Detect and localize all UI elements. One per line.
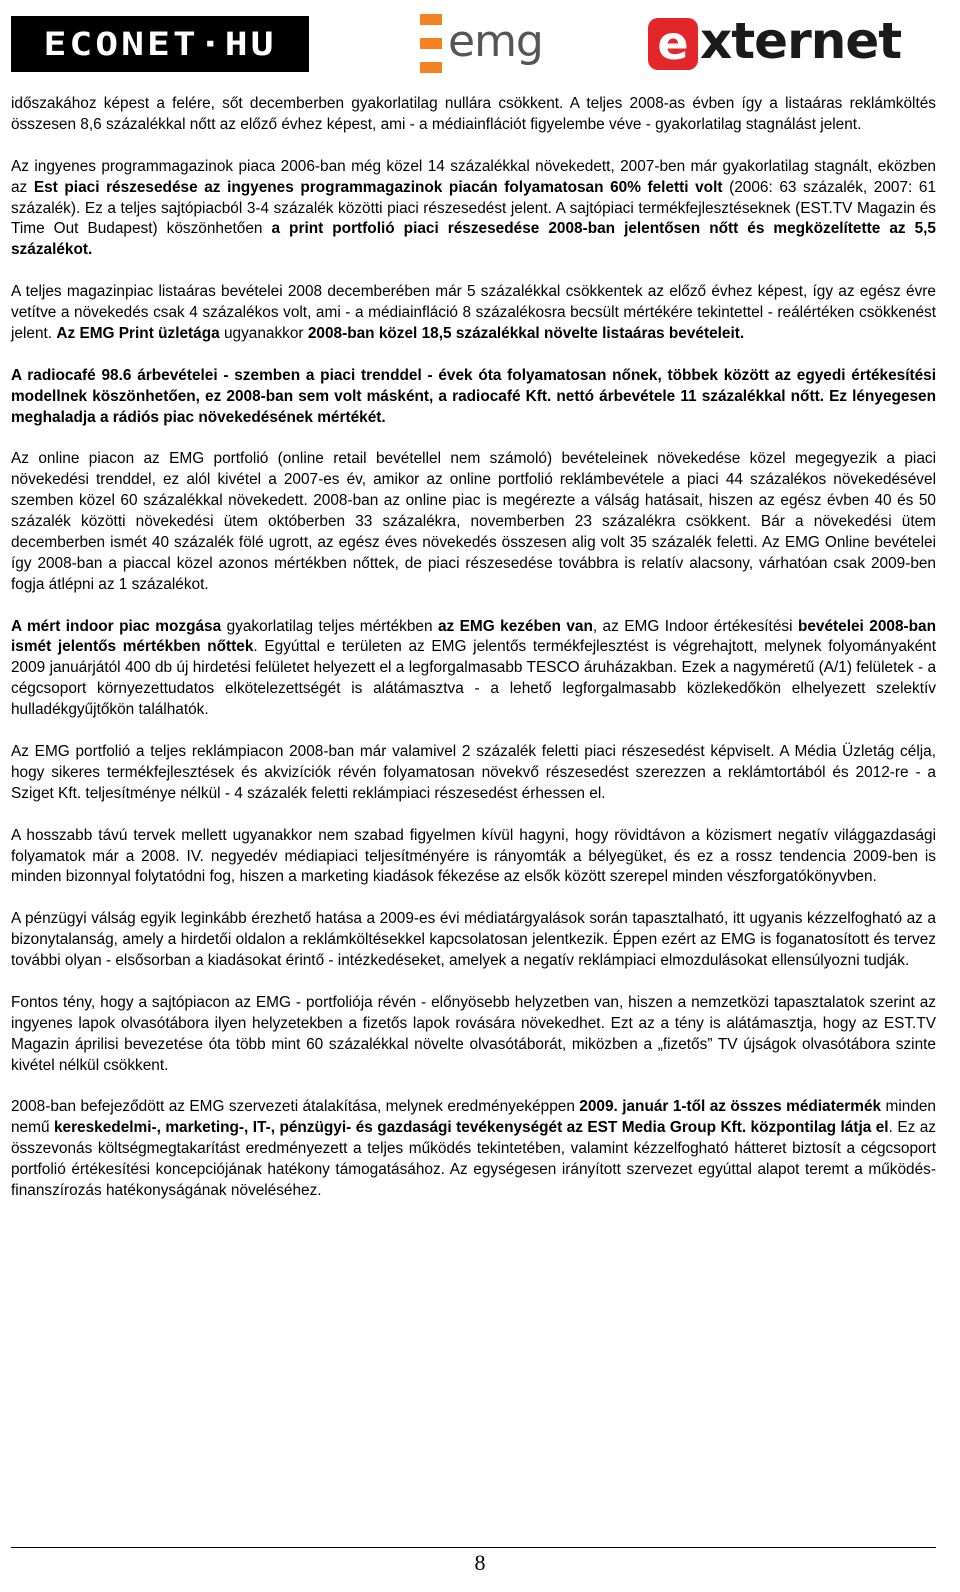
text-run: Az ingyenes programmagazinok piaca 2006-ban még közel 14 százalékkal növekedett, 2007-ben már gyakorlatilag stagnált, eközben az [11,157,936,196]
text-run: A pénzügyi válság egyik leginkább érezhető hatása a 2009-es évi médiatárgyalások során tapasztalható, itt ugyanis kézzelfogható az a bizonytalanság, amely a hirdetői oldalon a reklámköltésekkel kapcsolatosan jelentkezik. Éppen ezért az EMG is foganatosított és tervez további olyan - elsősorban a kiadásokat érintő - intézkedéseket, amelyek a negatív reklámpiaci elmozdulásokat ellensúlyozni tudják. [11,910,936,970]
text-run: időszakához képest a felére, sőt decemberben gyakorlatilag nullára csökkent. A teljes 2008-as évben így a listaáras reklámköltés összesen 8,6 százalékkal nőtt az előző évhez képest, ami - a médiainflációt figyelembe véve - gyakorlatilag stagnálást jelent. [11,95,936,133]
bold-text: Az EMG Print üzletága [56,324,220,342]
text-run: , az EMG Indoor értékesítési [592,617,798,635]
paragraph [11,993,936,1077]
bold-text: Est piaci részesedése az ingyenes programmagazinok piacán folyamatosan 60% feletti volt [33,178,723,196]
page-header [0,0,960,92]
econet-logo-text: ECONET·HU [43,25,277,63]
paragraph [11,366,936,429]
text-run: . Egyúttal e területen az EMG jelentős termékfejlesztést is végrehajtott, melynek folyományaként 2009 januárjától 400 db új hirdetési felületet helyezett el a legforgalmasabb TESCO áruházakban. Ezek a nagyméretű (A/1) felületek - a cégcsoport környezettudatos elkötelezettségét is alátámasztva - a lehető legforgalmasabb közlekedőkön elhelyezett szelektív hulladékgyűjtőkön találhatók. [11,638,936,719]
paragraph [11,94,936,136]
text-run: 2008-ban befejeződött az EMG szervezeti átalakítása, melynek eredményeképpen [11,1098,580,1116]
bold-text: 2009. január 1-től az összes médiatermék [579,1098,882,1116]
paragraph [11,157,936,262]
text-run: Az EMG portfolió a teljes reklámpiacon 2008-ban már valamivel 2 százalék feletti piaci részesedést képviselt. A Média Üzletág célja, hogy sikeres termékfejlesztések és akvizíciók révén folyamatosan növekvő részesedést szerezzen a reklámtortából és 2012-re - a Sziget Kft. teljesítménye nélkül - 4 százalék feletti reklámpiaci részesedést érhessen el. [11,743,936,802]
emg-logo-bars-icon [420,14,442,74]
paragraph [11,909,936,972]
bold-text: kereskedelmi-, marketing-, IT-, pénzügyi- és gazdasági tevékenységét az EST Media Group Kft. központilag látja el [53,1119,889,1137]
bold-text: a print portfolió piaci részesedése 2008-ban jelentősen nőtt és megközelítette az 5,5 százalékot. [11,220,936,259]
emg-logo [420,12,580,76]
text-run: . Ez az összevonás költségmegtakarítást eredményezett a teljes működés tekintetében, valamint kézzelfogható hátteret biztosít a cégcsoport portfolió értékesítési koncepciójának hatékony támogatásához. Az egységesen irányított szervezet egyúttal alapot teremt a működés-finanszírozás hatékonyságának növeléséhez. [11,1119,936,1199]
document-body [11,94,936,1223]
bold-text: az EMG kezében van [437,617,593,635]
paragraph [11,742,936,805]
externet-logo [648,14,938,74]
paragraph [11,826,936,889]
emg-logo-text: emg [448,16,543,67]
bold-text: 2008-ban közel 18,5 százalékkal növelte listaáras bevételeit. [307,324,745,342]
text-run: minden nemű [11,1098,936,1137]
text-run: ugyanakkor [219,324,308,342]
paragraph [11,1097,936,1202]
text-run: gyakorlatilag teljes mértékben [221,617,438,635]
econet-logo [11,16,309,72]
externet-logo-text: xternet [700,12,902,70]
bold-text: A mért indoor piac mozgása [11,617,222,635]
paragraph [11,617,936,722]
bold-text: bevételei 2008-ban ismét jelentős mértékben nőttek [11,617,936,656]
text-run: (2006: 63 százalék, 2007: 61 százalék). Ez a teljes sajtópiacból 3-4 százalék közötti piaci részesedést jelent. A sajtópiaci termékfejlesztéseknek (EST.TV Magazin és Time Out Budapest) köszönhetően [11,178,937,238]
externet-logo-e: e [648,18,698,70]
paragraph [11,449,936,595]
page-number: 8 [474,1550,486,1575]
text-run: Az online piacon az EMG portfolió (online retail bevétellel nem számoló) bevételeinek növekedése közel megegyezik a piaci növekedési trenddel, ez alól kivétel a 2007-es év, amikor az online portfolió reklámbevétele a piaci 44 százalékos növekedésével szemben közel 60 százalékkal növekedett. 2008-ban az online piac is megérezte a válság hatásait, hiszen az egész évben 40 és 50 százalék közötti növekedési ütem októberben 33 százalékra, novemberben 23 százalékra csökkent. Bár a növekedési ütem decemberben ismét 40 százalék fölé ugrott, az egész éves növekedés összesen alig volt 35 százalék feletti. Az EMG Online bevételei így 2008-ban a piaccal közel azonos mértékben nőttek, de piaci részesedése továbbra is relatív alacsony, várhatóan csak 2009-ben fogja átlépni az 1 százalékot. [11,450,936,593]
text-run: Fontos tény, hogy a sajtópiacon az EMG - portfoliója révén - előnyösebb helyzetben van, hiszen a nemzetközi tapasztalatok szerint az ingyenes lapok olvasótábora ilyen helyzetekben a fizetős lapok rovására növekedhet. Ezt az a tény is alátámasztja, hogy az EST.TV Magazin áprilisi bevezetése óta több mint 60 százalékkal növelte olvasótáborát, miközben a „fizetős” TV újságok olvasótábora szinte kivétel nélkül csökkent. [11,993,936,1074]
bold-text: A radiocafé 98.6 árbevételei - szemben a piaci trenddel - évek óta folyamatosan nőnek, többek között az egyedi értékesítési modellnek köszönhetően, ez 2008-ban sem volt másként, a radiocafé Kft. nettó árbevétele 11 százalékkal nőtt. Ez lényegesen meghaladja a rádiós piac növekedésének mértékét. [11,366,936,426]
paragraph [11,282,936,345]
text-run: A teljes magazinpiac listaáras bevételei 2008 decemberében már 5 százalékkal csökkentek az előző évhez képest, így az egész évre vetítve a növekedés csak 4 százalékos volt, ami - a médiainfláció 8 százalékosra becsült mértékére tekintettel - reálértéken csökkenést jelent. [11,283,936,342]
text-run: A hosszabb távú tervek mellett ugyanakkor nem szabad figyelmen kívül hagyni, hogy rövidtávon a közismert negatív világgazdasági folyamatok már a 2008. IV. negyedév médiapiaci teljesítményére is rányomták a bélyegüket, és ez a rossz tendencia 2009-ben is minden bizonnyal folytatódni fog, hiszen a marketing kiadások fékezése az elsők között szerepel minden vészforgatókönyvben. [11,826,936,886]
